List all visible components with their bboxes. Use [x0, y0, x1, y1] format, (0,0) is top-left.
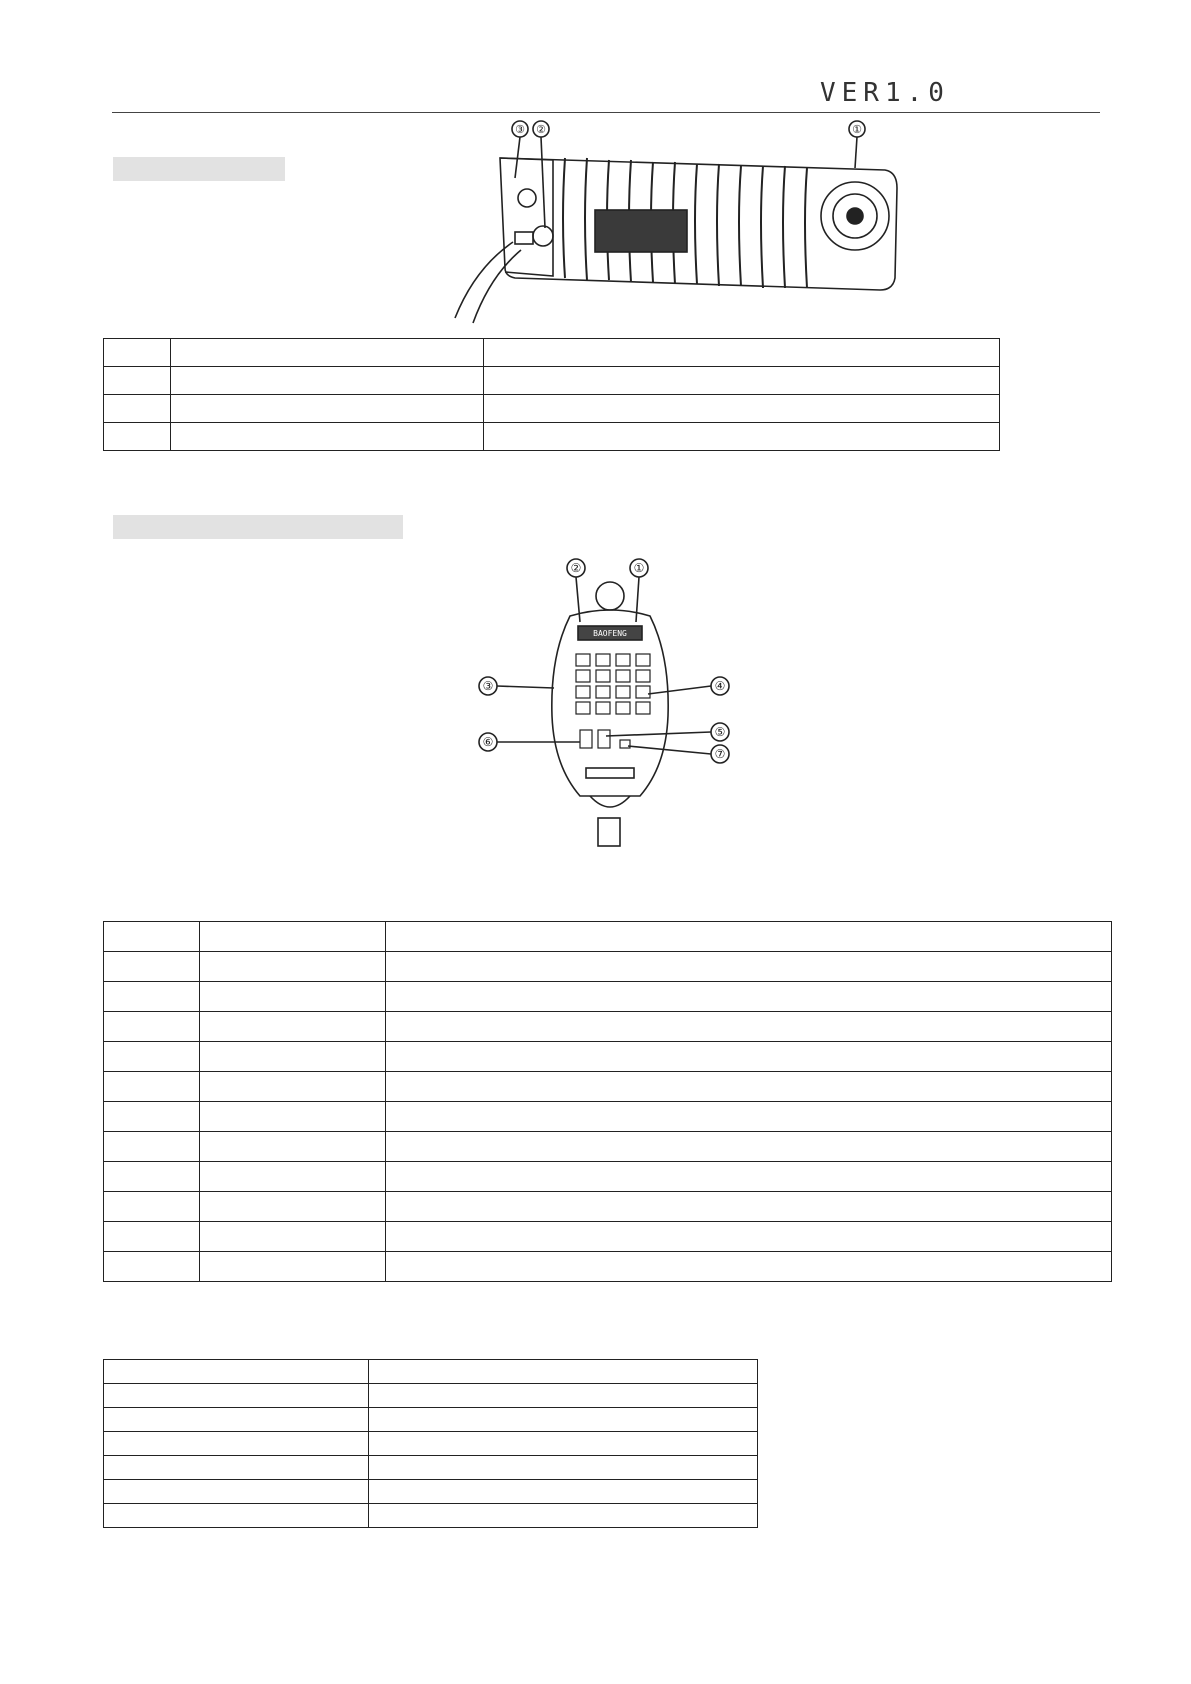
mic-callout-5: ⑤: [714, 725, 726, 739]
table-row: [104, 1504, 758, 1528]
table-row: [104, 1012, 1112, 1042]
mic-callout-2: ②: [570, 561, 582, 575]
mic-callout-6: ⑥: [482, 735, 494, 749]
table-specifications: [103, 1359, 758, 1528]
table-row: [104, 922, 1112, 952]
callout-2: ②: [536, 123, 546, 136]
mic-callout-3: ③: [482, 679, 494, 693]
radio-front-panel-illustration: [435, 118, 905, 324]
table-row: [104, 1162, 1112, 1192]
section-heading-bar-2: [113, 515, 403, 539]
table-row: [104, 1432, 758, 1456]
mic-brand-label: BAOFENG: [593, 629, 627, 638]
table-row: [104, 1480, 758, 1504]
table-row: [104, 1408, 758, 1432]
mic-callout-4: ④: [714, 679, 726, 693]
mic-callout-7: ⑦: [714, 747, 726, 761]
version-label: VER1.0: [820, 78, 950, 108]
table-row: [104, 1360, 758, 1384]
table-row: [104, 952, 1112, 982]
table-row: [104, 1456, 758, 1480]
section-heading-bar-1: [113, 157, 285, 181]
table-row: [104, 395, 1000, 423]
table-row: [104, 1384, 758, 1408]
callout-1: ①: [852, 123, 862, 136]
table-row: [104, 1222, 1112, 1252]
microphone-illustration: [470, 556, 740, 866]
table-row: [104, 1042, 1112, 1072]
table-microphone-controls: [103, 921, 1112, 1282]
table-row: [104, 982, 1112, 1012]
table-radio-controls: [103, 338, 1000, 451]
callout-3: ③: [515, 123, 525, 136]
table-row: [104, 339, 1000, 367]
mic-callout-1: ①: [633, 561, 645, 575]
table-row: [104, 423, 1000, 451]
table-row: [104, 1132, 1112, 1162]
header-divider: [112, 112, 1100, 113]
table-row: [104, 1072, 1112, 1102]
table-row: [104, 1252, 1112, 1282]
table-row: [104, 1102, 1112, 1132]
table-row: [104, 367, 1000, 395]
table-row: [104, 1192, 1112, 1222]
